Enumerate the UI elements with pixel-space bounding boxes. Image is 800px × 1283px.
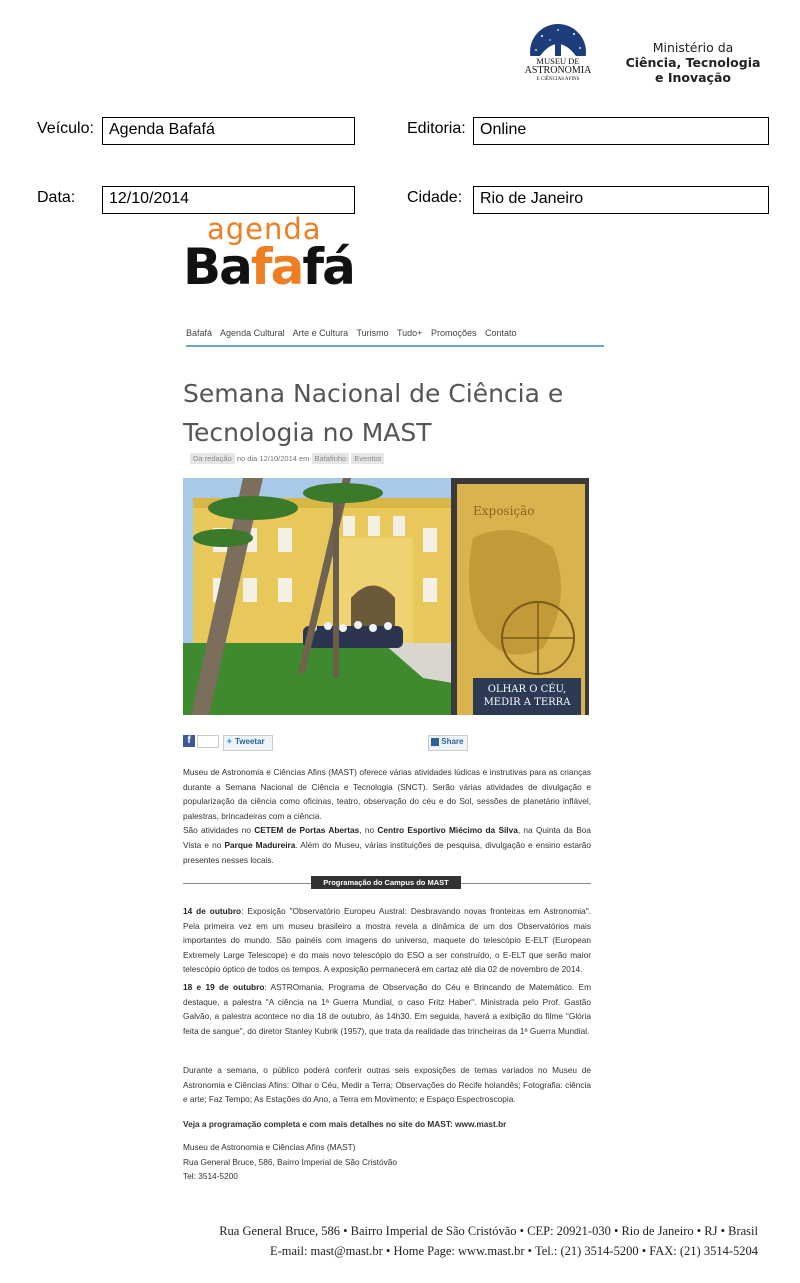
- program-text: : Exposição "Observatório Europeu Austral: Desbravando novas fronteiras em Astronomia". Pela primeira vez em um museu brasileiro a mostra revela a dinâmica de um dos Observatórios mais importantes do mundo. São painéis com imagens do universo, maquete do telescópio E-ELT (European Extremely Large Telescope) e do mais novo telescópio do ESO a ser construído, o E-ELT que serão maior telescópio óptico de todos os tempos. A exposição permanecerá em cartaz até dia 02 de novembro de 2014.: [183, 906, 591, 975]
- article-meta: [190, 454, 384, 463]
- cidade-field: Rio de Janeiro: [473, 186, 769, 214]
- veiculo-field: Agenda Bafafá: [102, 117, 355, 145]
- week-paragraph: Durante a semana, o público poderá conferir outras seis exposições de temas variados no Museu de Astronomia e Ciências Afins: Olhar o Céu, Medir a Terra; Observações do Recife holandês; Fotografia: ciência e arte; Faz Tempo; As Estações do Ano, a Terra em Movimento; e Espaço Espectroscopia.: [183, 1065, 591, 1105]
- article-title: Semana Nacional de Ciência e Tecnologia no MAST: [183, 379, 564, 447]
- facebook-icon: f: [183, 735, 195, 747]
- share-button[interactable]: [428, 735, 468, 751]
- article-address: [183, 1140, 591, 1184]
- program-date: 18 e 19 de outubro: [183, 982, 265, 992]
- logo-line-1: MUSEU DE: [536, 56, 580, 66]
- veiculo-label: Veículo:: [37, 120, 94, 137]
- program-link[interactable]: Veja a programação completa e com mais detalhes no site do MAST: www.mast.br: [183, 1119, 507, 1129]
- nav-item[interactable]: Arte e Cultura: [292, 328, 349, 338]
- nav-item[interactable]: Bafafá: [186, 328, 213, 338]
- ministry-line-3: e Inovação: [655, 70, 731, 85]
- intro-paragraph-1: Museu de Astronomia e Ciências Afins (MAST) oferece várias atividades lúdicas e instrutivas para as crianças durante a Semana Nacional de Ciência e Tecnologia (SNCT). Serão várias atividades de divulgação e popularização da ciência como oficinas, teatro, observação do céu e do Sol, sessões de planetário inflável, palestras, brincadeiras com a ciência.: [183, 767, 591, 821]
- author-tag[interactable]: Da redação: [190, 453, 235, 464]
- site-nav: [186, 328, 604, 347]
- address-line: Tel: 3514-5200: [183, 1171, 238, 1182]
- logo-ba: Ba: [183, 238, 251, 296]
- logo-fa: fa: [250, 238, 303, 296]
- cidade-label: Cidade:: [407, 189, 463, 206]
- article-photo: [183, 478, 589, 715]
- article-intro: [183, 765, 591, 867]
- like-count: [197, 735, 219, 748]
- program-link-line: [183, 1117, 591, 1132]
- ministry-logo: [612, 40, 774, 85]
- ministry-line-1: Ministério da: [652, 40, 734, 55]
- facebook-like-button[interactable]: [183, 735, 219, 749]
- editoria-label: Editoria:: [407, 120, 466, 137]
- address-line: Rua General Bruce, 586, Bairro Imperial de São Cristóvão: [183, 1156, 397, 1167]
- sign-caption-line-2: MEDIR A TERRA: [483, 697, 571, 708]
- program-oct-14: [183, 904, 591, 977]
- program-oct-18-19: [183, 980, 591, 1038]
- intro-place: CETEM de Portas Abertas: [254, 825, 360, 836]
- twitter-bird-icon: ✦: [226, 737, 233, 746]
- logo-line-2: ASTRONOMIA: [524, 65, 592, 76]
- section-title: Programação do Campus do MAST: [311, 876, 461, 889]
- nav-item[interactable]: Promoções: [430, 328, 477, 338]
- footer-contact: E-mail: mast@mast.br • Home Page: www.mast.br • Tel.: (21) 3514-5200 • FAX: (21) 3514-5204: [269, 1244, 758, 1258]
- intro-text: . Além do Museu, várias instituições de pesquisa, divulgação e ensino estarão presentes nesses locais.: [183, 839, 591, 865]
- address-line: Museu de Astronomia e Ciências Afins (MAST): [183, 1142, 356, 1152]
- logo-line-3: E CIÊNCIAS AFINS: [536, 77, 580, 82]
- intro-text: , na Quinta da Boa Vista e no: [183, 825, 591, 850]
- bafafa-logo: [183, 238, 354, 296]
- sign-caption: [473, 683, 581, 709]
- sign-caption-line-1: OLHAR O CÉU,: [487, 684, 567, 695]
- footer-address: Rua General Bruce, 586 • Bairro Imperial de São Cristóvão • CEP: 20921-030 • Rio de Janeiro • RJ • Brasil: [219, 1224, 758, 1238]
- tweet-button[interactable]: [223, 735, 273, 751]
- logo-fa-accent: fá: [302, 238, 354, 296]
- nav-item[interactable]: Contato: [485, 328, 517, 338]
- nav-item[interactable]: Agenda Cultural: [220, 328, 285, 338]
- data-label: Data:: [37, 189, 76, 206]
- share-icon: [431, 738, 439, 746]
- intro-place: Centro Esportivo Miécimo da Silva: [377, 825, 518, 836]
- category-tag[interactable]: Bafafinho: [312, 453, 350, 464]
- agenda-logo-word: agenda: [207, 212, 322, 246]
- intro-text: São atividades no: [183, 825, 255, 836]
- sign-title: Exposição: [473, 504, 535, 518]
- intro-paragraph-2: [183, 823, 591, 867]
- program-text: : ASTROmania, Programa de Observação do Céu e Brincando de Matemático. Em destaque, a palestra "A ciência na 1ª Guerra Mundial, o caso Fritz Haber". Ministrada pelo Prof. Gastão Galvão, a palestra acontece no dia 18 de outubro, às 14h30. Em seguida, haverá a exibição do filme "Glória feita de sangue", do diretor Stanley Kubrik (1957), que trata da realidade das trincheiras da 1ª Guerra Mundial.: [183, 982, 591, 1036]
- editoria-field: Online: [473, 117, 769, 145]
- tweet-label: Tweetar: [234, 737, 265, 746]
- intro-place: Parque Madureira: [224, 839, 296, 850]
- section-divider: [183, 876, 591, 890]
- meta-date: no dia 12/10/2014 em: [236, 454, 310, 463]
- data-field: 12/10/2014: [102, 186, 355, 214]
- program-date: 14 de outubro: [183, 906, 242, 916]
- nav-item[interactable]: Turismo: [356, 328, 389, 338]
- footer: [130, 1221, 758, 1261]
- share-label: Share: [441, 737, 464, 746]
- ministry-line-2: Ciência, Tecnologia: [625, 55, 761, 70]
- museum-logo: [522, 22, 594, 92]
- program-week: [183, 1063, 591, 1107]
- intro-text: , no: [359, 825, 378, 836]
- category-tag[interactable]: Eventos: [351, 453, 384, 464]
- nav-item[interactable]: Tudo+: [397, 328, 423, 338]
